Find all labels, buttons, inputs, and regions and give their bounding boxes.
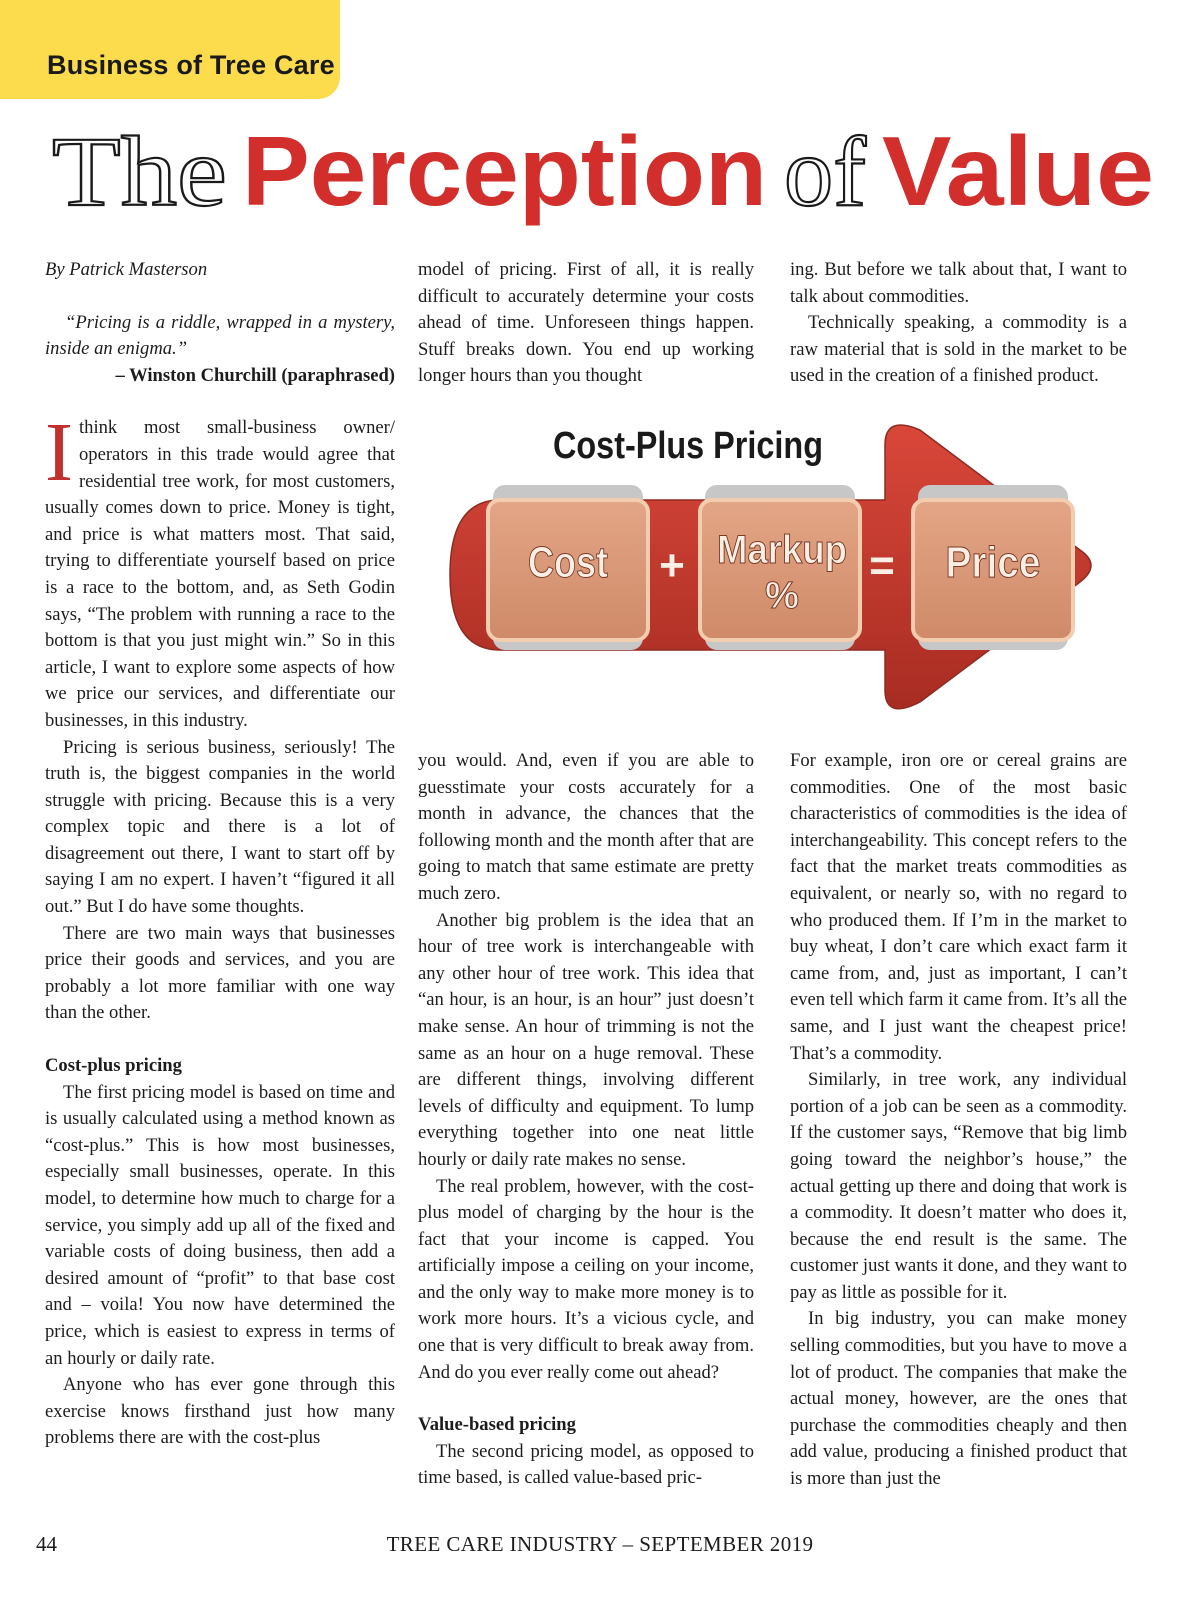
cost-box	[488, 485, 648, 650]
diagram-title: Cost-Plus Pricing	[553, 425, 823, 467]
cost-label: Cost	[528, 538, 609, 587]
paragraph: Pricing is serious business, seriously! The truth is, the biggest companies in the world struggle with pricing. Because this is a very complex topic and there is a lot of disagreement out there, I want to start off by saying I am no expert. I haven’t “figured it all out.” But I do have some thoughts.	[45, 736, 395, 918]
column-3-top	[790, 257, 1127, 390]
publication-line: TREE CARE INDUSTRY – SEPTEMBER 2019	[386, 1532, 814, 1556]
equals-sign: =	[869, 541, 895, 590]
headline-perception: Perception	[242, 116, 767, 226]
paragraph: For example, iron ore or cereal grains are commodities. One of the most basic characteristics of commodities is the idea of interchangeability. This concept refers to the fact that the market treats commodities as equivalent, or nearly so, with no regard to who produced them. If I’m in the market to buy wheat, I don’t care which exact farm it came from, and, just as important, I can’t even tell which farm it came from. It’s all the same, and I just want the cheapest price! That’s a commodity.	[790, 750, 1127, 1064]
subhead-value-based: Value-based pricing	[418, 1414, 576, 1436]
markup-percent: %	[765, 575, 799, 617]
subhead-cost-plus: Cost-plus pricing	[45, 1055, 182, 1077]
paragraph: Another big problem is the idea that an hour of tree work is interchangeable with any other hour of tree work. This idea that “an hour, is an hour, is an hour” just doesn’t make sense. An hour of trimming is not the same as an hour on a huge removal. These are different things, involving different levels of difficulty and equipment. To lump everything together into one neat little hourly or daily rate makes no sense.	[418, 909, 754, 1170]
headline-the: The	[52, 116, 227, 227]
price-label: Price	[945, 538, 1041, 587]
column-2-bottom	[418, 748, 754, 1492]
price-box	[913, 485, 1073, 650]
paragraph: ing. But before we talk about that, I want to talk about commodities.	[790, 259, 1127, 307]
column-3-bottom	[790, 748, 1127, 1493]
paragraph: Similarly, in tree work, any individual portion of a job can be seen as a commodity. If the customer says, “Remove that big limb going toward the neighbor’s house,” the actual getting up there and doing that work is a commodity. It doesn’t matter who does it, because the end result is the same. The customer just wants it done, and they want to pay as little as possible for it.	[790, 1069, 1127, 1303]
page-number: 44	[36, 1532, 57, 1556]
epigraph-attribution: – Winston Churchill (paraphrased)	[115, 364, 395, 386]
headline-of: of	[784, 116, 867, 227]
paragraph: The first pricing model is based on time and is usually calculated using a method known as “cost-plus.” This is how most businesses, especially small businesses, operate. In this model, to determine how much to charge for a service, you simply add up all of the fixed and variable costs of doing business, then add a desired amount of “profit” to that base cost and – voila! You now have determined the price, which is easiest to express in terms of an hourly or daily rate.	[45, 1081, 395, 1369]
headline-value: Value	[882, 116, 1154, 226]
column-1	[45, 257, 395, 1452]
column-2-top	[418, 257, 754, 390]
paragraph: The real problem, however, with the cost-plus model of charging by the hour is the fact that your income is capped. You artificially impose a ceiling on your income, and the only way to make more money is to work more hours. It’s a vicious cycle, and one that is very difficult to break away from. And do you ever really come out ahead?	[418, 1175, 754, 1383]
paragraph: you would. And, even if you are able to guesstimate your costs accurately for a month in advance, the chances that the following month and the month after that are going to match that same estimate are pretty much zero.	[418, 750, 754, 904]
paragraph: In big industry, you can make money selling commodities, but you have to move a lot of product. The companies that make the actual money, however, are the ones that purchase the commodities cheaply and then add value, producing a finished product that is more than just the	[790, 1308, 1127, 1490]
paragraph: The second pricing model, as opposed to time based, is called value-based pric-	[418, 1440, 754, 1489]
section-tab	[0, 0, 340, 99]
headline	[52, 112, 1162, 242]
epigraph-quote: “Pricing is a riddle, wrapped in a mystery, inside an enigma.”	[45, 311, 395, 360]
byline: By Patrick Masterson	[45, 259, 208, 280]
markup-label: Markup	[717, 528, 847, 572]
paragraph: There are two main ways that businesses price their goods and services, and you are probably a lot more familiar with one way than the other.	[45, 922, 395, 1024]
markup-box	[700, 485, 860, 650]
drop-cap: I	[45, 406, 73, 500]
cost-plus-diagram	[430, 410, 1130, 730]
paragraph: Technically speaking, a commodity is a raw material that is sold in the market to be used in the creation of a finished product.	[790, 312, 1127, 387]
section-label: Business of Tree Care	[47, 50, 335, 80]
paragraph: Anyone who has ever gone through this exercise knows firsthand just how many problems there are with the cost-plus	[45, 1374, 395, 1449]
intro-text: think most small-business owner/ operators in this trade would agree that residential tree work, for most customers, usually comes down to price. Money is tight, and price is what matters most. That said, trying to differentiate yourself based on price is a race to the bottom, and, as Seth Godin says, “The problem with running a race to the bottom is that you just might win.” So in this article, I want to explore some aspects of how we price our services, and differentiate our businesses, in this industry.	[45, 417, 395, 731]
paragraph: model of pricing. First of all, it is really difficult to accurately determine your costs ahead of time. Unforeseen things happen. Stuff breaks down. You end up working longer hours than you thought	[418, 259, 754, 387]
intro-paragraph	[45, 406, 395, 734]
plus-sign: +	[659, 541, 685, 590]
